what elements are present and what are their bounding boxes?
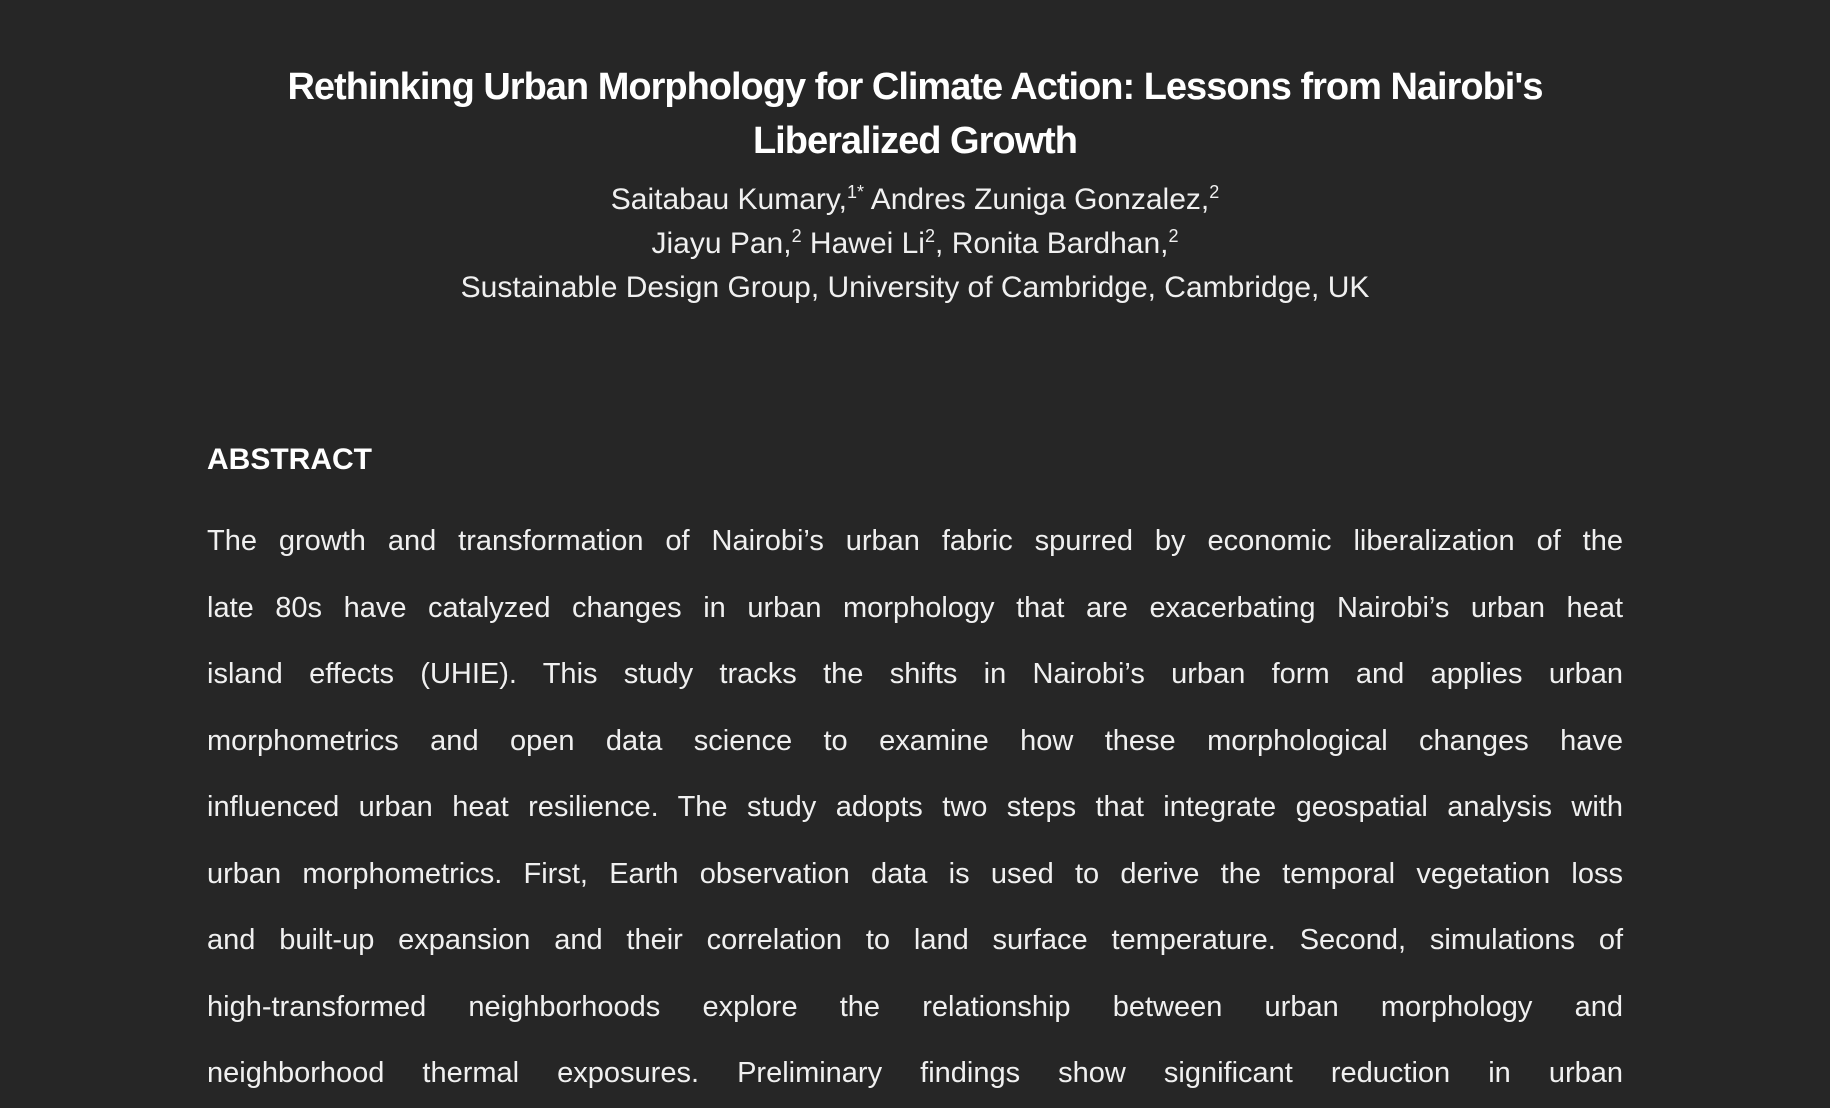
author-affiliation-mark: 2	[1168, 226, 1179, 246]
author-name: Ronita Bardhan,	[951, 227, 1169, 260]
affiliation: Sustainable Design Group, University of Cambridge, Cambridge, UK	[460, 271, 1370, 304]
author-block	[200, 178, 1630, 310]
author-affiliation-mark: 2	[924, 226, 935, 246]
author-name: Saitabau Kumary,	[610, 183, 847, 216]
abstract-line: late 80s have catalyzed changes in urban morphology that are exacerbating Nairobi’s urban heat	[207, 591, 1623, 624]
author-affiliation-mark: 1*	[847, 182, 865, 202]
abstract-line: neighborhood thermal exposures. Preliminary findings show significant reduction in urban	[207, 1057, 1623, 1089]
paper-title-line-1: Rethinking Urban Morphology for Climate Action: Lessons from Nairobi's	[287, 66, 1543, 108]
author-name: Andres Zuniga Gonzalez,	[870, 183, 1210, 216]
author-name: Hawei Li	[809, 227, 925, 260]
abstract-line: island effects (UHIE). This study tracks the shifts in Nairobi’s urban form and applies urban	[207, 658, 1623, 690]
abstract-line: urban morphometrics. First, Earth observation data is used to derive the temporal vegetation loss	[207, 857, 1623, 890]
abstract-heading: ABSTRACT	[207, 443, 372, 476]
abstract-line: morphometrics and open data science to examine how these morphological changes have	[207, 724, 1623, 757]
paper-title	[200, 60, 1630, 168]
author-name: Jiayu Pan,	[651, 227, 792, 260]
author-line-1	[200, 178, 1630, 222]
author-affiliation-mark: 2	[1209, 182, 1220, 202]
abstract-line: influenced urban heat resilience. The study adopts two steps that integrate geospatial analysis with	[207, 791, 1623, 823]
abstract-line: The growth and transformation of Nairobi’s urban fabric spurred by economic liberalization of the	[207, 525, 1623, 557]
paper-title-line-2: Liberalized Growth	[752, 120, 1078, 162]
author-line-2	[200, 222, 1630, 266]
author-affiliation-mark: 2	[791, 226, 802, 246]
abstract-line: high-transformed neighborhoods explore the relationship between urban morphology and	[207, 990, 1623, 1023]
abstract-line: and built-up expansion and their correlation to land surface temperature. Second, simulations of	[207, 924, 1623, 956]
author-separator: ,	[935, 227, 944, 260]
abstract-body	[207, 508, 1623, 1107]
